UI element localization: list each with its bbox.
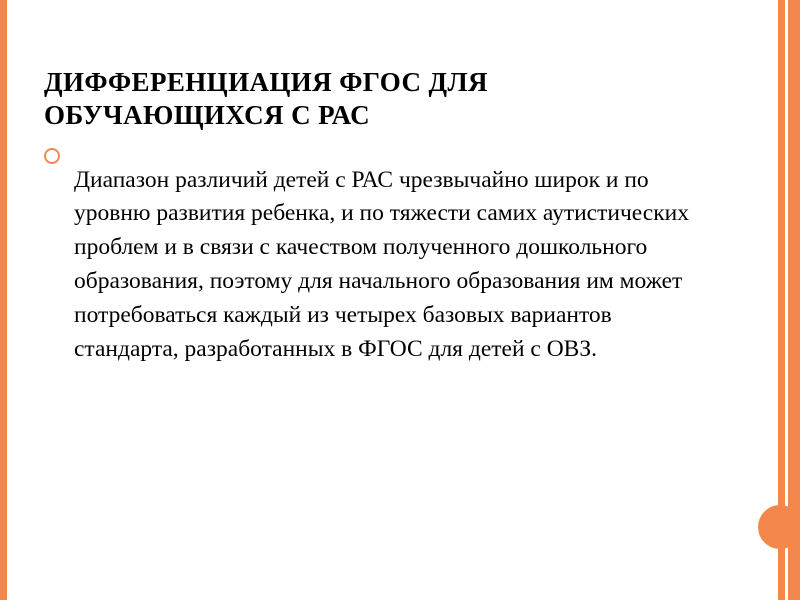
slide-body [44,140,704,390]
list-item [44,140,704,390]
slide-title: ДИФФЕРЕНЦИАЦИЯ ФГОС ДЛЯ ОБУЧАЮЩИХСЯ С РАС [44,67,488,131]
list-item-text: Диапазон различий детей с РАС чрезвычайно широк и по уровню развития ребенка, и по тяжести самих аутистических проблем и в связи с качеством полученного дошкольного образования, поэтому для начального образования им может потребоваться каждый из четырех базовых вариантов стандарта, разработанных в ФГОС для детей с ОВЗ. [74,166,689,362]
decorative-circle [758,505,800,549]
left-accent-bar [0,0,7,600]
circle-bullet-icon [44,148,60,164]
slide-content [44,0,744,600]
